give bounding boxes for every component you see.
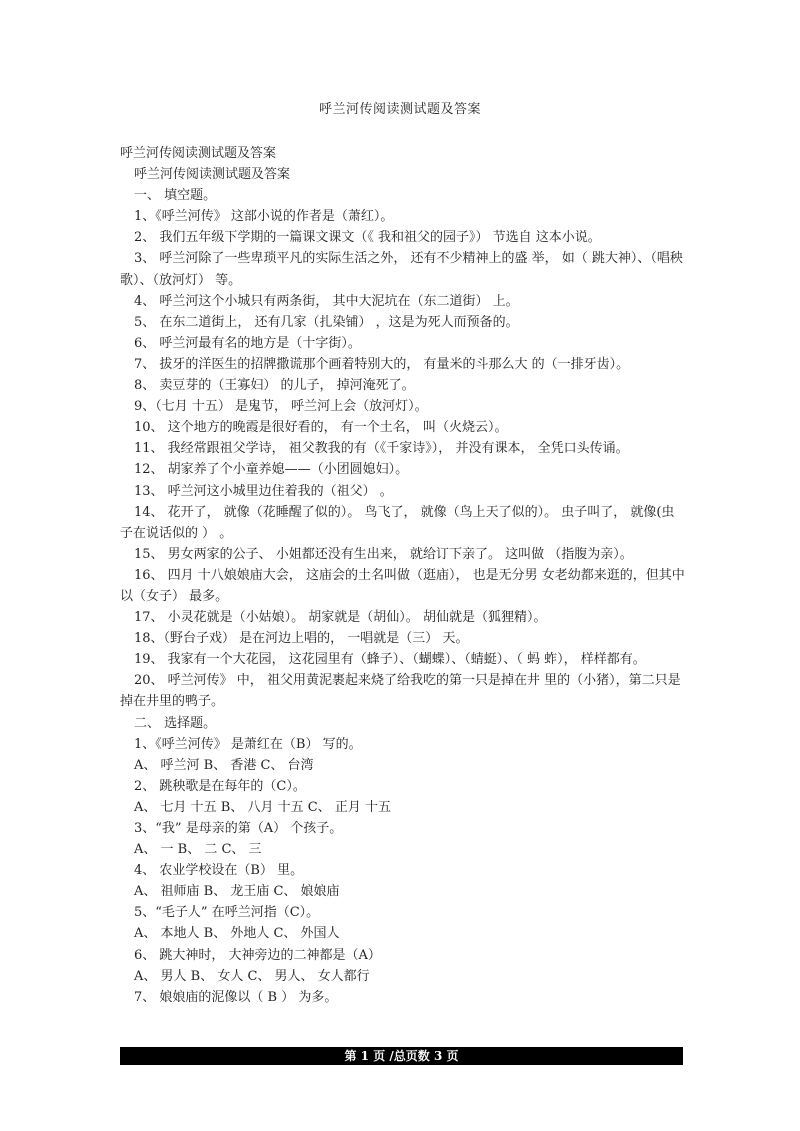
question-line: 13、 呼兰河这小城里边住着我的（祖父） 。 xyxy=(134,483,393,499)
question-line: 1、《呼兰河传》 这部小说的作者是（萧红）。 xyxy=(134,209,394,225)
question-line: 12、 胡家养了个小童养媳——（小团圆媳妇）。 xyxy=(134,462,409,478)
section-heading: 一、 填空题。 xyxy=(134,188,217,204)
question-line: 5、“毛子人” 在呼兰河指（C）。 xyxy=(134,905,320,921)
page-footer: 第 1 页 /总页数 3 页 xyxy=(120,1047,683,1065)
question-line: 3、 呼兰河除了一些卑琐平凡的实际生活之外， 还有不少精神上的盛 举， 如（ 跳大神）、（唱秧歌）、（放河灯） 等。 xyxy=(120,251,683,288)
question-line: 16、 四月 十八娘娘庙大会， 这庙会的土名叫做（逛庙）， 也是无分男 女老幼都来逛的，但其中以（女子） 最多。 xyxy=(120,567,685,604)
question-line: 2、 跳秧歌是在每年的（C）。 xyxy=(134,778,306,794)
question-line: 15、 男女两家的公子、 小姐都还没有生出来， 就给订下亲了。 这叫做 （指腹为亲）。 xyxy=(134,546,633,562)
text-line: 呼兰河传阅读测试题及答案 xyxy=(120,146,277,161)
question-line: 18、（野台子戏） 是在河边上唱的， 一唱就是（三） 天。 xyxy=(134,631,469,647)
question-line: 1、《呼兰河传》 是萧红在（B） 写的。 xyxy=(134,736,362,752)
option-line: A、 男人 B、 女人 C、 男人、 女人都行 xyxy=(134,968,370,984)
question-line: 3、“我” 是母亲的第（A） 个孩子。 xyxy=(134,821,343,836)
text-line: 呼兰河传阅读测试题及答案 xyxy=(134,167,291,183)
question-line: 6、 跳大神时， 大神旁边的二神都是（A） xyxy=(134,947,381,963)
question-line: 14、 花开了， 就像（花睡醒了似的）。 鸟飞了， 就像（鸟上天了似的）。 虫子叫了， 就像(虫子在说话似的 ） 。 xyxy=(120,504,675,541)
question-line: 20、 呼兰河传》 中， 祖父用黄泥裹起来烧了给我吃的第一只是掉在井 里的（小猪），第二只是掉在井里的鸭子。 xyxy=(120,673,681,710)
option-line: A、 呼兰河 B、 香港 C、 台湾 xyxy=(134,757,314,773)
question-line: 8、 卖豆芽的（王寡妇） 的儿子， 掉河淹死了。 xyxy=(134,378,415,394)
question-line: 11、 我经常跟祖父学诗， 祖父教我的有（《千家诗》）， 并没有课本， 全凭口头传诵。 xyxy=(134,441,629,457)
option-line: A、 本地人 B、 外地人 C、 外国人 xyxy=(134,926,340,942)
option-line: A、 七月 十五 B、 八月 十五 C、 正月 十五 xyxy=(134,799,391,815)
document-body xyxy=(120,143,686,1008)
question-line: 4、 农业学校设在（B） 里。 xyxy=(134,863,304,879)
question-line: 6、 呼兰河最有名的地方是（十字街）。 xyxy=(134,335,361,351)
question-line: 5、 在东二道街上， 还有几家（扎染铺） ，这是为死人而预备的。 xyxy=(134,314,519,330)
section-heading: 二、 选择题。 xyxy=(134,715,217,731)
question-line: 7、 拔牙的洋医生的招牌撒谎那个画着特别大的， 有量米的斗那么大 的（一排牙齿）。 xyxy=(134,356,630,372)
question-line: 19、 我家有一个大花园， 这花园里有（蜂子）、（蝴蝶）、（蜻蜓）、（ 蚂 蚱）， 样样都有。 xyxy=(134,652,646,668)
question-line: 10、 这个地方的晚霞是很好看的， 有一个土名， 叫（火烧云）。 xyxy=(134,420,508,436)
question-line: 9、（七月 十五） 是鬼节， 呼兰河上会（放河灯）。 xyxy=(134,399,428,415)
question-line: 7、 娘娘庙的泥像以（ B ） 为多。 xyxy=(134,989,338,1005)
option-line: A、 祖师庙 B、 龙王庙 C、 娘娘庙 xyxy=(134,884,340,900)
question-line: 17、 小灵花就是（小姑娘）。 胡家就是（胡仙）。 胡仙就是（狐狸精）。 xyxy=(134,610,547,626)
document-title: 呼兰河传阅读测试题及答案 xyxy=(318,102,481,117)
option-line: A、 一 B、 二 C、 三 xyxy=(134,842,262,858)
question-line: 4、 呼兰河这个小城只有两条街， 其中大泥坑在（东二道街） 上。 xyxy=(134,293,519,309)
question-line: 2、 我们五年级下学期的一篇课文课文（《 我和祖父的园子》） 节选自 这本小说。 xyxy=(134,230,601,246)
